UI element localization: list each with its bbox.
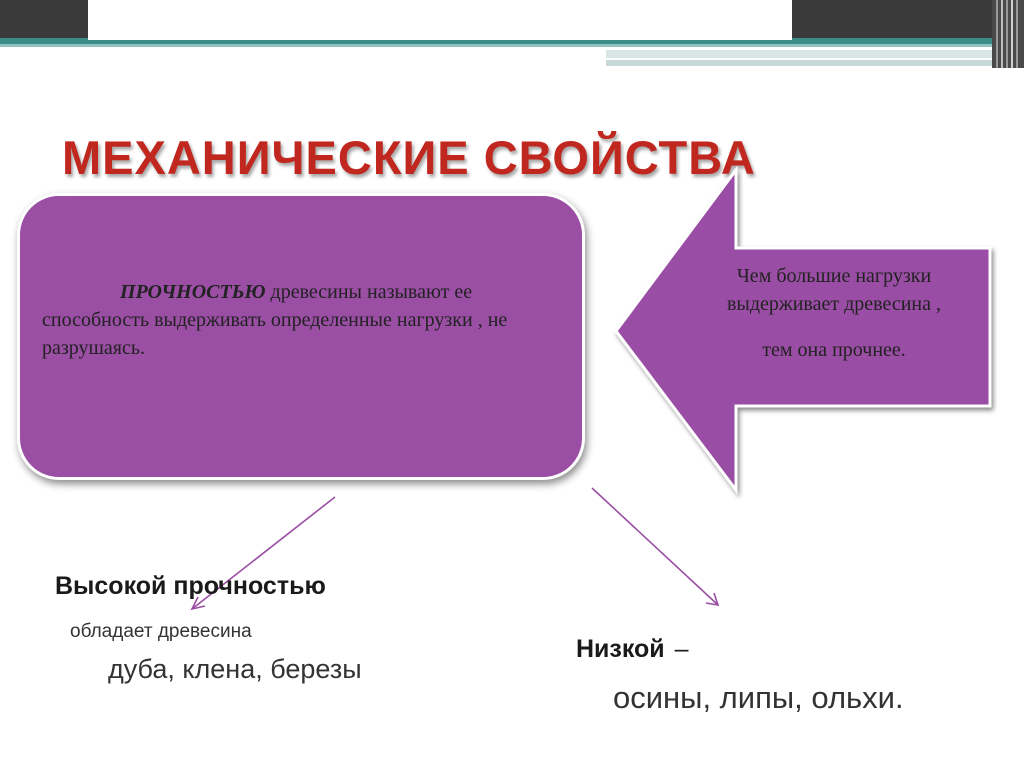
corner-stripes-decoration [992, 0, 1024, 68]
top-right-stripe [606, 50, 1024, 58]
definition-text [42, 278, 562, 362]
high-strength-woods: дуба, клена, березы [108, 654, 362, 684]
top-right-stripe-lower [606, 60, 1024, 66]
definition-body: древесины называют ее способность выдерживать определенные нагрузки , не разрушаясь. [42, 281, 508, 359]
arrow-note-line3: тем она прочнее. [762, 339, 906, 361]
high-strength-label: Высокой прочностью [55, 572, 326, 600]
connector-to-low [592, 488, 718, 605]
top-white-panel [88, 0, 792, 40]
connector-to-low-head [706, 593, 718, 605]
top-teal-thin-line [0, 44, 1024, 47]
top-decorative-band [0, 0, 1024, 70]
low-strength-dash: – [674, 635, 689, 663]
arrow-note [692, 262, 976, 364]
definition-term: ПРОЧНОСТЬЮ [120, 281, 266, 303]
low-strength-woods: осины, липы, ольхи. [613, 680, 904, 715]
definition-box [17, 193, 585, 480]
low-strength-label [576, 635, 689, 664]
high-strength-subtitle: обладает древесина [70, 621, 252, 642]
low-strength-word: Низкой [576, 635, 665, 663]
arrow-note-line1: Чем большие нагрузки [736, 265, 932, 287]
slide-title: МЕХАНИЧЕСКИЕ СВОЙСТВА [62, 131, 756, 184]
arrow-note-line2: выдерживает древесина , [726, 293, 942, 315]
